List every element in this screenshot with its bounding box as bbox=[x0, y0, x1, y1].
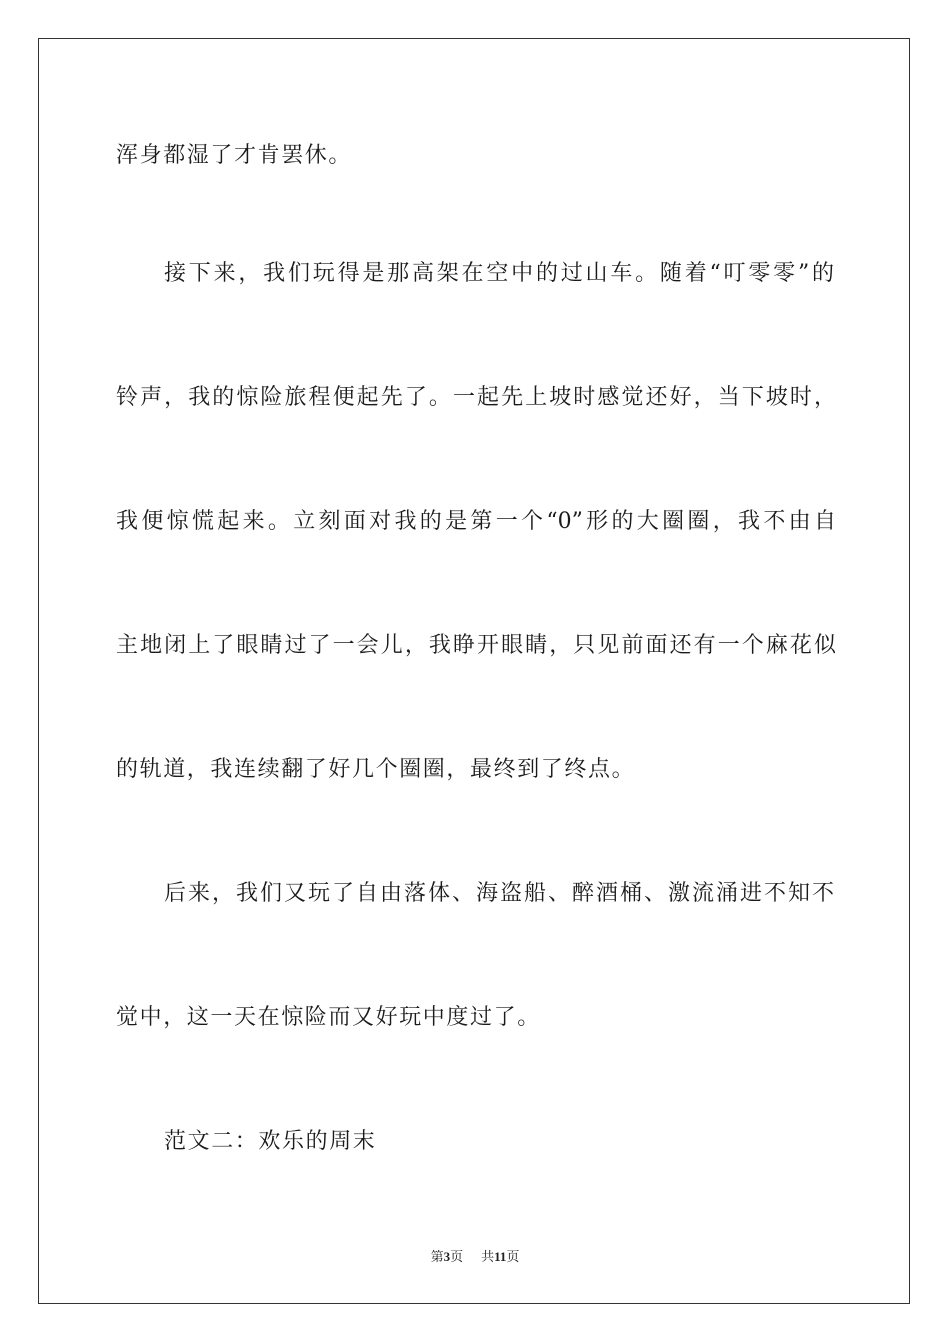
total-pages: 11 bbox=[494, 1249, 507, 1264]
page-footer bbox=[0, 1249, 950, 1265]
total-suffix: 页 bbox=[506, 1249, 520, 1264]
page-prefix: 第 bbox=[430, 1249, 444, 1264]
text-line-8: 觉中，这一天在惊险而又好玩中度过了。 bbox=[116, 1005, 541, 1030]
text-line-7: 后来，我们又玩了自由落体、海盗船、醉酒桶、激流涌进不知不 bbox=[164, 881, 834, 906]
total-prefix: 共 bbox=[481, 1249, 495, 1264]
page-suffix: 页 bbox=[450, 1249, 464, 1264]
page-number: 3 bbox=[443, 1249, 451, 1264]
text-line-4: 我便惊慌起来。立刻面对我的是第一个“0”形的大圈圈，我不由自 bbox=[116, 509, 836, 534]
text-line-2: 接下来，我们玩得是那高架在空中的过山车。随着“叮零零”的 bbox=[164, 261, 834, 286]
text-line-1: 浑身都湿了才肯罢休。 bbox=[116, 143, 353, 168]
text-line-5: 主地闭上了眼睛过了一会儿，我睁开眼睛，只见前面还有一个麻花似 bbox=[116, 633, 836, 658]
page-frame bbox=[38, 38, 910, 1304]
text-line-6: 的轨道，我连续翻了好几个圈圈，最终到了终点。 bbox=[116, 757, 636, 782]
text-line-3: 铃声，我的惊险旅程便起先了。一起先上坡时感觉还好，当下坡时， bbox=[116, 385, 836, 410]
section-heading: 范文二：欢乐的周末 bbox=[164, 1129, 377, 1154]
